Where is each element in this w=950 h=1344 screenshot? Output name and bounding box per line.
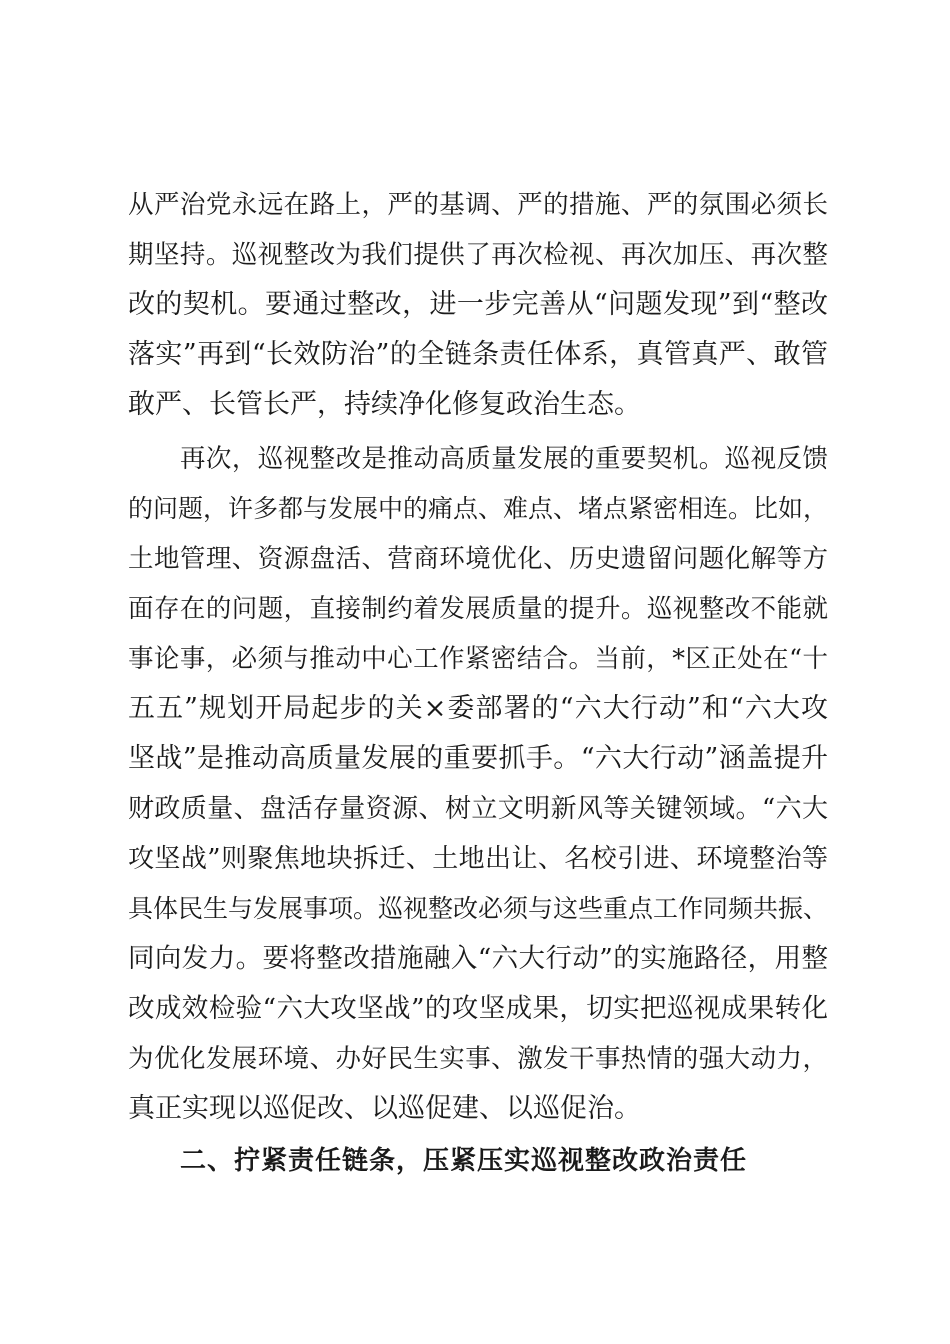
paragraph-2-line-11: 同向发力。要将整改措施融入“六大行动”的实施路径，用整 — [128, 943, 828, 974]
paragraph-2-line-9: 攻坚战”则聚焦地块拆迁、土地出让、名校引进、环境整治等 — [128, 844, 828, 874]
paragraph-2-line-2: 的问题，许多都与发展中的痛点、难点、堵点紧密相连。比如， — [128, 494, 829, 523]
paragraph-2-line-1: 再次，巡视整改是推动高质量发展的重要契机。巡视反馈 — [180, 444, 828, 474]
paragraph-1-line-3: 改的契机。要通过整改，进一步完善从“问题发现”到“整改 — [128, 289, 828, 320]
paragraph-2-line-8: 财政质量、盘活存量资源、树立文明新风等关键领域。“六大 — [128, 794, 828, 824]
section-heading: 二、拧紧责任链条，压紧压实巡视整改政治责任 — [180, 1146, 748, 1176]
paragraph-2-line-6: 五五”规划开局起步的关×委部署的“六大行动”和“六大攻 — [128, 693, 828, 724]
paragraph-2-line-4: 面存在的问题，直接制约着发展质量的提升。巡视整改不能就 — [128, 594, 828, 624]
paragraph-2-line-14: 真正实现以巡促改、以巡促建、以巡促治。 — [128, 1093, 641, 1124]
paragraph-2-line-3: 土地管理、资源盘活、营商环境优化、历史遗留问题化解等方 — [128, 544, 828, 574]
paragraph-2-line-13: 为优化发展环境、办好民生实事、激发干事热情的强大动力， — [128, 1044, 828, 1074]
paragraph-1-line-2: 期坚持。巡视整改为我们提供了再次检视、再次加压、再次整 — [128, 240, 828, 270]
paragraph-1-line-4: 落实”再到“长效防治”的全链条责任体系，真管真严、敢管 — [128, 339, 828, 370]
paragraph-2-line-5: 事论事，必须与推动中心工作紧密结合。当前，*区正处在“十 — [128, 644, 828, 674]
paragraph-1-line-1: 从严治党永远在路上，严的基调、严的措施、严的氛围必须长 — [128, 190, 828, 220]
paragraph-2-line-7: 坚战”是推动高质量发展的重要抓手。“六大行动”涵盖提升 — [128, 743, 828, 774]
paragraph-2-line-10: 具体民生与发展事项。巡视整改必须与这些重点工作同频共振、 — [128, 894, 829, 923]
paragraph-2-line-12: 改成效检验“六大攻坚战”的攻坚成果，切实把巡视成果转化 — [128, 993, 828, 1024]
paragraph-1-line-5: 敢严、长管长严，持续净化修复政治生态。 — [128, 389, 641, 420]
